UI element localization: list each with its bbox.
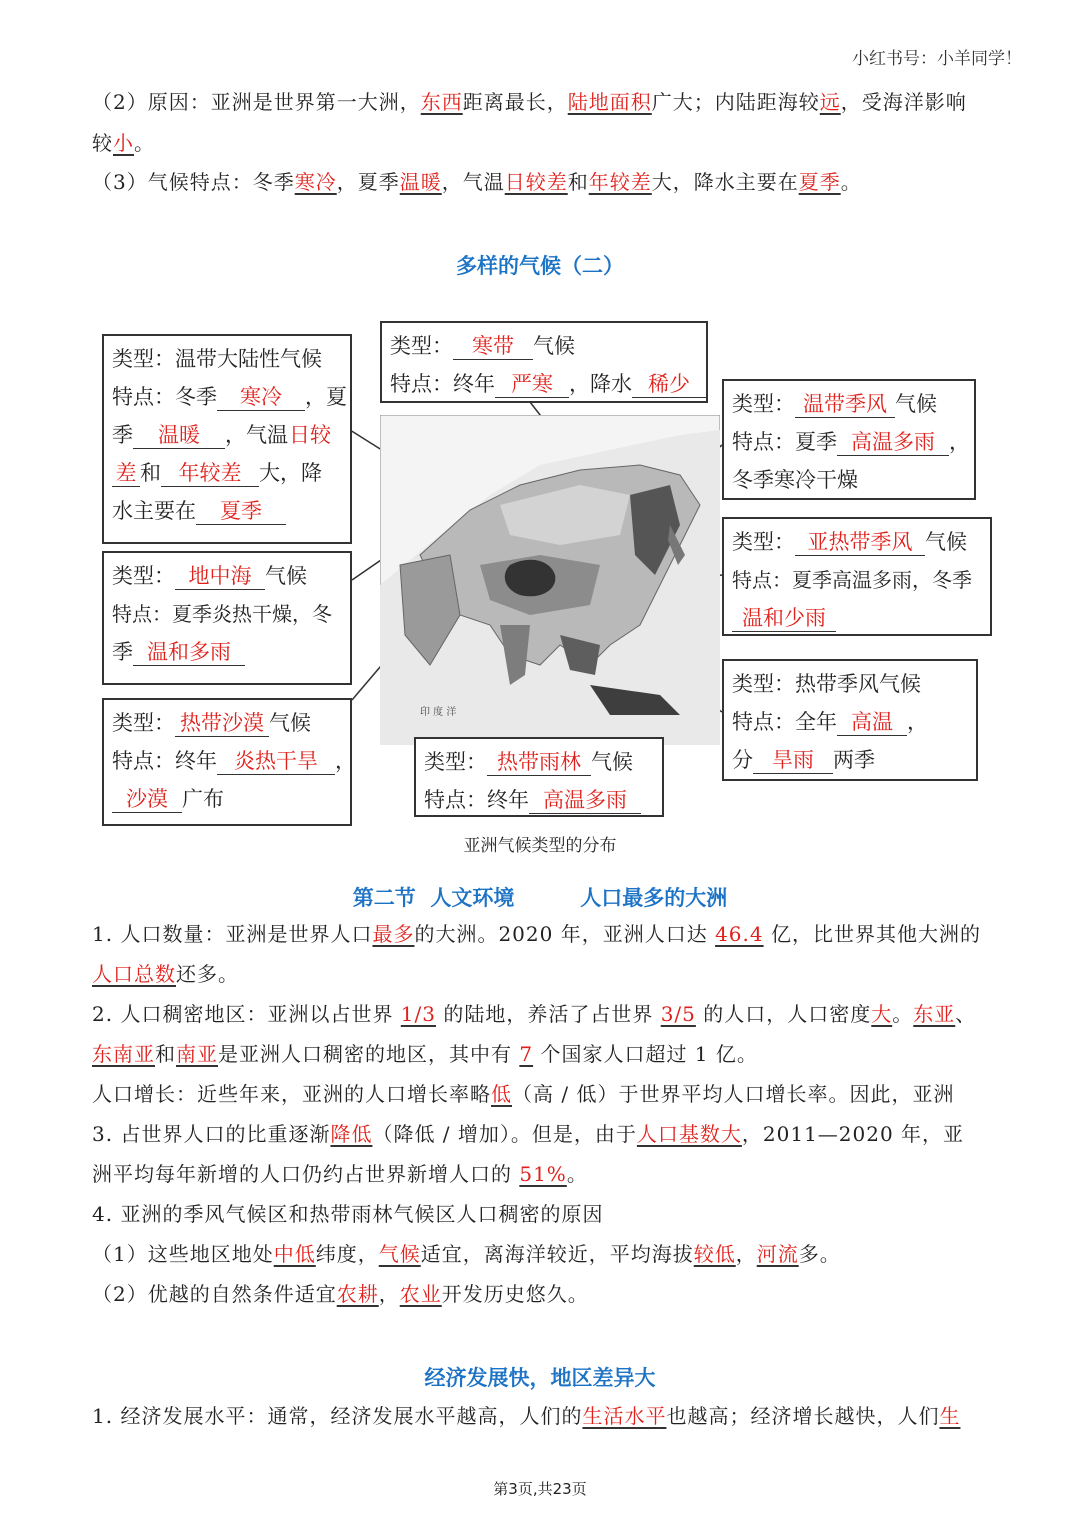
answer-blank: 炎热干旱 <box>217 748 335 775</box>
text-line: 人口总数还多。 <box>92 962 239 986</box>
answer: 1/3 <box>400 1002 436 1026</box>
answer: 东西 <box>420 90 463 114</box>
text-line: （2）原因：亚洲是世界第一大洲，东西距离最长，陆地面积广大；内陆距海较远，受海洋影响 <box>92 90 967 114</box>
answer: 东亚 <box>913 1002 956 1026</box>
answer: 河流 <box>756 1242 799 1266</box>
answer: 降低 <box>330 1122 373 1146</box>
answer-blank: 热带沙漠 <box>175 710 269 737</box>
section-title: 第二节 人文环境 人口最多的大洲 <box>352 886 728 910</box>
text-line: （3）气候特点：冬季寒冷，夏季温暖，气温日较差和年较差大，降水主要在夏季。 <box>92 170 862 194</box>
answer: 46.4 <box>715 922 764 946</box>
answer: 日较差 <box>504 170 568 194</box>
answer: 生 <box>939 1404 961 1428</box>
answer-blank: 寒冷 <box>217 384 305 411</box>
text-line: 较小。 <box>92 131 155 155</box>
answer: 大 <box>871 1002 893 1026</box>
text-line: 东南亚和南亚是亚洲人口稠密的地区，其中有 7 个国家人口超过 1 亿。 <box>92 1042 758 1066</box>
answer: 寒冷 <box>294 170 337 194</box>
answer: 人口总数 <box>92 962 176 986</box>
text-line: 1. 人口数量：亚洲是世界人口最多的大洲。2020 年，亚洲人口达 46.4 亿，比世界其他大洲的 <box>92 922 981 946</box>
text-line: 洲平均每年新增的人口仍约占世界新增人口的 51%。 <box>92 1162 588 1186</box>
answer: 气候 <box>378 1242 421 1266</box>
answer-blank: 差 <box>112 460 140 487</box>
answer-blank: 沙漠 <box>112 786 182 813</box>
page-footer: 第3页,共23页 <box>493 1480 587 1498</box>
answer-blank: 亚热带季风 <box>795 529 925 556</box>
answer-blank: 热带雨林 <box>487 749 591 776</box>
climate-box-temperate-continental: 类型：温带大陆性气候 特点：冬季 寒冷 ，夏 季 温暖 ，气温日较 差 和 年较差 大，降 水主要在 夏季 <box>102 334 352 544</box>
answer: 3/5 <box>660 1002 696 1026</box>
answer: 51% <box>519 1162 567 1186</box>
answer-blank: 年较差 <box>161 460 259 487</box>
answer-blank: 严寒 <box>495 371 569 398</box>
answer-blank: 地中海 <box>175 563 265 590</box>
ocean-label: 印 度 洋 <box>420 707 457 718</box>
answer: 远 <box>819 90 841 114</box>
text-line: 3. 占世界人口的比重逐渐降低（降低 / 增加）。但是，由于人口基数大，2011—2020 年，亚 <box>92 1122 965 1146</box>
text-line: 2. 人口稠密地区：亚洲以占世界 1/3 的陆地，养活了占世界 3/5 的人口，人口密度大。东亚、 <box>92 1002 977 1026</box>
answer: 东南亚 <box>92 1042 155 1066</box>
answer: 较低 <box>693 1242 736 1266</box>
figure-caption: 亚洲气候类型的分布 <box>463 836 617 856</box>
climate-box-subtropical-monsoon: 类型： 亚热带季风 气候 特点：夏季高温多雨，冬季 温和少雨 <box>722 517 992 636</box>
climate-box-polar: 类型： 寒带 气候 特点：终年 严寒 ，降水 稀少 <box>380 321 708 403</box>
section-title: 多样的气候（二） <box>456 254 624 278</box>
answer-blank: 温和多雨 <box>133 639 245 666</box>
answer-blank: 稀少 <box>632 371 706 398</box>
climate-box-tropical-monsoon: 类型：热带季风气候 特点：全年 高温 ， 分 旱雨 两季 <box>722 659 978 781</box>
answer-blank: 高温多雨 <box>837 429 949 456</box>
answer-blank: 日较 <box>289 423 331 447</box>
answer: 南亚 <box>176 1042 218 1066</box>
answer-blank: 夏季 <box>196 498 286 525</box>
answer: 陆地面积 <box>567 90 652 114</box>
answer-blank: 温和少雨 <box>732 605 836 632</box>
text-line: 人口增长：近些年来，亚洲的人口增长率略低（高 / 低）于世界平均人口增长率。因此，亚洲 <box>92 1082 955 1106</box>
climate-box-temperate-monsoon: 类型： 温带季风 气候 特点：夏季 高温多雨 ， 冬季寒冷干燥 <box>722 379 976 500</box>
answer-blank: 旱雨 <box>753 747 833 774</box>
answer-blank: 温带季风 <box>795 391 895 418</box>
answer: 最多 <box>372 922 415 946</box>
answer: 农业 <box>399 1282 442 1306</box>
text-line: 1. 经济发展水平：通常，经济发展水平越高，人们的生活水平也越高；经济增长越快，人们生 <box>92 1404 961 1428</box>
text-line: （2）优越的自然条件适宜农耕，农业开发历史悠久。 <box>92 1282 589 1306</box>
answer: 年较差 <box>588 170 652 194</box>
answer-blank: 高温多雨 <box>529 787 641 814</box>
climate-box-tropical-desert: 类型： 热带沙漠 气候 特点：终年 炎热干旱 ， 沙漠 广布 <box>102 698 352 826</box>
asia-climate-map <box>380 415 720 745</box>
section-title: 经济发展快，地区差异大 <box>424 1366 656 1390</box>
answer: 低 <box>491 1082 512 1106</box>
answer-blank: 寒带 <box>453 333 533 360</box>
answer: 中低 <box>273 1242 316 1266</box>
answer: 小 <box>113 131 134 155</box>
text-line: 4. 亚洲的季风气候区和热带雨林气候区人口稠密的原因 <box>92 1202 604 1226</box>
answer: 夏季 <box>798 170 841 194</box>
answer: 生活水平 <box>582 1404 667 1428</box>
climate-box-mediterranean: 类型： 地中海 气候 特点：夏季炎热干燥，冬 季 温和多雨 <box>102 551 352 685</box>
climate-box-tropical-rainforest: 类型： 热带雨林 气候 特点：终年 高温多雨 <box>414 737 664 817</box>
answer: 7 <box>519 1042 534 1066</box>
answer: 温暖 <box>399 170 442 194</box>
answer: 人口基数大 <box>636 1122 742 1146</box>
answer: 农耕 <box>336 1282 379 1306</box>
text-line: （1）这些地区地处中低纬度，气候适宜，离海洋较近，平均海拔较低，河流多。 <box>92 1242 841 1266</box>
answer-blank: 高温 <box>837 709 907 736</box>
answer-blank: 温暖 <box>133 422 225 449</box>
watermark: 小红书号：小羊同学！ <box>852 49 1022 69</box>
